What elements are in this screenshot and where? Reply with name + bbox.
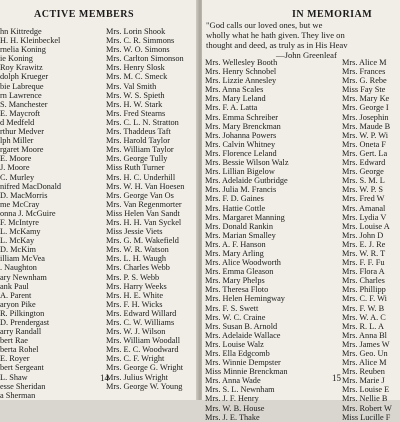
name-entry: Mrs. Harold Taylor <box>106 136 171 146</box>
quote-line: "God calls our loved ones, but we <box>206 20 323 30</box>
name-entry: Mrs. W. P. S <box>342 185 384 195</box>
name-entry: Mrs. H. C. Underhill <box>106 172 176 182</box>
name-entry: Mrs. Louise E <box>342 385 390 395</box>
name-entry: Mrs. F. D. Gaines <box>205 194 264 204</box>
name-entry: Mrs. William Taylor <box>106 145 174 155</box>
name-entry: Mrs. George <box>342 167 384 177</box>
name-entry: . Naughton <box>0 263 37 273</box>
name-entry: ary Newnham <box>0 272 47 282</box>
name-entry: Mrs. Anna Wade <box>205 376 261 386</box>
name-entry: Mrs. C. L. N. Stratton <box>106 117 179 127</box>
name-entry: Mrs. W. S. Spieth <box>106 90 165 100</box>
right-page <box>202 0 400 422</box>
page-number: 15 <box>332 373 341 383</box>
name-entry: L. McKay <box>0 236 35 246</box>
name-entry: Mrs. Louise Walz <box>205 339 264 349</box>
name-entry: rgaret Moore <box>0 145 44 155</box>
name-entry: d Medfeld <box>0 117 35 127</box>
name-entry: Mrs. Fred W <box>342 194 385 204</box>
name-entry: Mrs. Louise A <box>342 221 390 231</box>
name-entry: E. Moore <box>0 154 32 164</box>
name-entry: Mrs. George W. Young <box>106 381 183 391</box>
name-entry: nifred MacDonald <box>0 181 62 191</box>
name-entry: D. MacMorris <box>0 190 48 200</box>
name-entry: Mrs. Julius Wright <box>106 372 168 382</box>
name-entry: Mrs. Hattie Cottle <box>205 203 266 213</box>
name-entry: illiam McVea <box>0 254 45 264</box>
name-entry: Mrs. John D <box>342 230 384 240</box>
name-entry: Mrs. Marian Smalley <box>205 230 276 240</box>
name-entry: Mrs. Charles Webb <box>106 263 170 273</box>
name-entry: Mrs. Anna Bl <box>342 330 387 340</box>
name-entry: Mrs. James W <box>342 339 390 349</box>
name-entry: Mrs. C. F. Wi <box>342 294 387 304</box>
name-entry: A. Parent <box>0 290 32 300</box>
name-entry: rthur Medver <box>0 127 45 137</box>
name-entry: Mrs. Calvin Whitney <box>205 139 276 149</box>
name-entry: aryon Pike <box>0 299 36 309</box>
name-entry: Mrs. J. E. Thake <box>205 412 260 422</box>
name-entry: Mrs. A. F. Hanson <box>205 239 266 249</box>
name-entry: ie Koning <box>0 54 33 64</box>
name-entry: bert Sergeant <box>0 363 44 373</box>
page-heading: IN MEMORIAM <box>292 9 373 20</box>
name-entry: Mrs. C. R. Simmons <box>106 36 175 46</box>
name-entry: Mrs. Gert. La <box>342 148 388 158</box>
name-entry: Mrs. Maude B <box>342 121 391 131</box>
name-entry: Mrs. Lillian Bigelow <box>205 167 275 177</box>
name-entry: Mrs. Mary Phelps <box>205 276 265 286</box>
name-entry: Mrs. Val Smith <box>106 81 157 91</box>
name-entry: E. Maycroft <box>0 108 41 118</box>
left-page <box>0 0 198 400</box>
name-entry: S. Manchester <box>0 99 48 109</box>
name-entry: Mrs. F. H. Wicks <box>106 299 163 309</box>
name-entry: Mrs. Lorin Shook <box>106 27 166 36</box>
name-entry: Mrs. George Van Os <box>106 190 174 200</box>
name-entry: Mrs. H. H. Van Syckel <box>106 217 182 227</box>
name-entry: Mrs. Fred Stearns <box>106 108 166 118</box>
name-entry: Mrs. Edward <box>342 158 386 168</box>
name-entry: Mrs. Alice M <box>342 58 387 67</box>
name-entry: Mrs. Geo. Un <box>342 349 388 358</box>
name-entry: Mrs. W. A. C <box>342 312 386 322</box>
name-entry: C. Murley <box>0 172 35 182</box>
name-entry: Roy Krawitz <box>0 63 43 73</box>
name-entry: Mrs. W. R. T <box>342 248 386 258</box>
name-entry: L. Shaw <box>0 372 28 382</box>
name-entry: Mrs. Margaret Manning <box>205 212 285 222</box>
name-entry: Mrs. Helen Hemingway <box>205 294 285 304</box>
name-entry: Mrs. Van Regenmorter <box>106 199 182 209</box>
name-entry: dolph Krueger <box>0 72 49 82</box>
name-entry: Miss Fay Ste <box>342 85 386 95</box>
name-entry: onna J. McGuire <box>0 208 56 218</box>
quote-line: thought and deed, as truly as in His Heav <box>206 40 348 50</box>
name-entry: Mrs. F. A. Latta <box>205 103 258 113</box>
name-entry: D. McKim <box>0 245 36 255</box>
name-entry: arry Randall <box>0 327 42 337</box>
name-entry: Mrs. Julia M. Francis <box>205 185 277 195</box>
memoriam-column-2 <box>342 58 392 422</box>
name-entry: bert Rae <box>0 336 28 346</box>
name-entry: Mrs. C. W. Williams <box>106 318 175 327</box>
name-entry: Mrs. J. F. Henry <box>205 394 259 404</box>
name-entry: Mrs. Bessie Wilson Walz <box>205 158 289 168</box>
name-entry: D. Prendergast <box>0 318 50 327</box>
name-entry: Mrs. Lydia V <box>342 212 387 222</box>
name-entry: Mrs. F. S. Swett <box>205 303 259 313</box>
name-entry: Mrs. R. L. A <box>342 321 384 331</box>
name-entry: Mrs. William Woodall <box>106 336 181 346</box>
name-entry: Mrs. Reuben <box>342 367 385 377</box>
name-entry: Mrs. Florence Leland <box>205 148 277 158</box>
name-entry: E. Royer <box>0 354 30 364</box>
name-entry: Mrs. Lizzie Annesley <box>205 76 277 86</box>
name-entry: Mrs. E. C. Woodward <box>106 345 179 355</box>
name-entry: Mrs. H. W. Stark <box>106 99 163 109</box>
name-entry: Mrs. George I <box>342 103 389 113</box>
name-entry: Mrs. Henry Schnobel <box>205 67 277 77</box>
name-entry: Mrs. S. M. L <box>342 176 385 186</box>
name-entry: hn Kittredge <box>0 27 42 36</box>
name-entry: Mrs. Marie J <box>342 376 385 386</box>
name-entry: Mrs. W. C. Craine <box>205 312 266 322</box>
name-entry: Mrs. Emma Schreiber <box>205 112 279 122</box>
name-entry: Mrs. Josephin <box>342 112 389 122</box>
name-entry: Mrs. C. F. Wright <box>106 354 165 364</box>
name-entry: Mrs. Charles <box>342 276 385 286</box>
name-entry: Mrs. Nellie B <box>342 394 388 404</box>
name-entry: Mrs. Adelaide Wallace <box>205 330 281 340</box>
name-entry: rn Lawrence <box>0 90 42 100</box>
name-entry: Mrs. L. H. Waugh <box>106 254 167 264</box>
name-entry: Mrs. George Tully <box>106 154 168 164</box>
name-entry: esse Sheridan <box>0 381 46 391</box>
name-entry: Mrs. S. L. Newnham <box>205 385 275 395</box>
name-entry: Mrs. Ella Edgcomb <box>205 349 270 358</box>
name-entry: berta Rohel <box>0 345 39 355</box>
name-entry: Mrs. F. W. B <box>342 303 385 313</box>
name-entry: Mrs. Phillipp <box>342 285 386 295</box>
quote-line: wholly what he hath given. They live on <box>206 30 345 40</box>
name-entry: R. Pilkington <box>0 308 45 318</box>
name-entry: Mrs. Edward Willard <box>106 308 177 318</box>
name-entry: Mrs. W. J. Wilson <box>106 327 166 337</box>
name-entry: Mrs. M. C. Smeck <box>106 72 168 82</box>
name-entry: Miss Ruth Turner <box>106 163 165 173</box>
name-entry: Mrs. E. J. Re <box>342 239 386 249</box>
quote-attribution: —John Greenleaf <box>276 50 337 60</box>
page-number: 14 <box>100 373 109 383</box>
name-entry: Mrs. Amanal <box>342 203 386 213</box>
name-entry: Mrs. Mary Arling <box>205 248 264 258</box>
name-entry: Mrs. G. M. Wakefield <box>106 236 179 246</box>
memoriam-column-1 <box>205 58 289 422</box>
name-entry: Mrs. F. F. Fu <box>342 258 385 268</box>
name-entry: Mrs. Flora A <box>342 267 385 277</box>
name-entry: Mrs. Alice Woodworth <box>205 258 281 268</box>
name-entry: Mrs. G. Rebe <box>342 76 387 86</box>
name-entry: Mrs. Theresa Floto <box>205 285 269 295</box>
name-entry: Mrs. Wellesley Booth <box>205 58 278 67</box>
page-heading: ACTIVE MEMBERS <box>34 9 135 20</box>
name-entry: Mrs. Alice M <box>342 358 387 368</box>
name-entry: Miss Minnie Brenckman <box>205 367 288 377</box>
memorial-quote <box>206 20 400 60</box>
name-entry: Miss Jessie Viets <box>106 227 163 237</box>
name-entry: Mrs. Donald Rankin <box>205 221 273 231</box>
name-entry: Mrs. Frances <box>342 67 386 77</box>
name-entry: ank Paul <box>0 281 29 291</box>
name-entry: Mrs. W. H. Van Hoesen <box>106 181 185 191</box>
name-entry: Mrs. Johanna Powers <box>205 130 277 140</box>
name-entry: Mrs. Winnie Dempster <box>205 358 281 368</box>
name-entry: F. McIntyre <box>0 217 39 227</box>
name-entry: Miss Lucille F <box>342 412 391 422</box>
name-entry: Mrs. Robert W <box>342 403 392 413</box>
name-entry: Mrs. W. B. House <box>205 403 265 413</box>
name-entry: Miss Helen Van Sandt <box>106 208 180 218</box>
name-entry: Mrs. Thaddeus Taft <box>106 127 171 137</box>
name-entry: bie Labreque <box>0 81 44 91</box>
name-entry: Mrs. Mary Leland <box>205 94 266 104</box>
members-column-2 <box>106 27 184 391</box>
name-entry: L. McKamy <box>0 227 41 237</box>
name-entry: Mrs. Henry Slosk <box>106 63 165 73</box>
name-entry: Mrs. Harry Weeks <box>106 281 167 291</box>
name-entry: a Sherman <box>0 390 36 400</box>
name-entry: Mrs. Adelaide Gutbridge <box>205 176 288 186</box>
name-entry: Mrs. Mary Ke <box>342 94 390 104</box>
name-entry: Mrs. Carlton Simonson <box>106 54 184 64</box>
name-entry: Mrs. W. O. Simons <box>106 45 170 55</box>
name-entry: Mrs. W. R. Watson <box>106 245 169 255</box>
name-entry: Mrs. Mary Brenckman <box>205 121 281 131</box>
name-entry: Mrs. Susan B. Arnold <box>205 321 278 331</box>
name-entry: Mrs. H. E. White <box>106 290 163 300</box>
name-entry: me McCray <box>0 199 40 209</box>
name-entry: Mrs. Emma Gleason <box>205 267 274 277</box>
name-entry: Mrs. George G. Wright <box>106 363 184 373</box>
name-entry: Mrs. Anna Scales <box>205 85 264 95</box>
name-entry: H. H. Kleinbeckel <box>0 36 61 46</box>
name-entry: J. Moore <box>0 163 30 173</box>
name-entry: rnelia Koning <box>0 45 46 55</box>
name-entry: lph Miller <box>0 136 34 146</box>
name-entry: Mrs. P. S. Webb <box>106 272 160 282</box>
name-entry: Mrs. Oneta F <box>342 139 387 149</box>
members-column-1 <box>0 27 61 400</box>
name-entry: Mrs. W. P. Wi <box>342 130 389 140</box>
